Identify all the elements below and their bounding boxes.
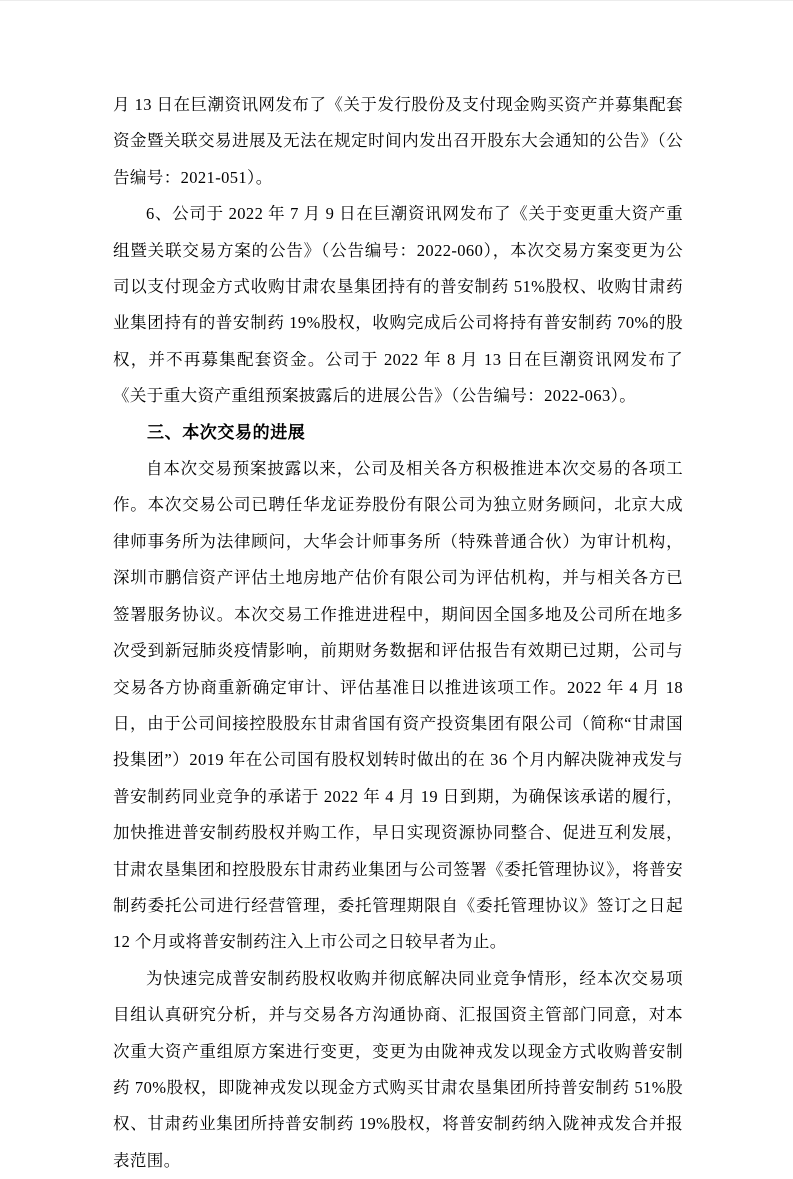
section-heading-transaction-progress: 三、本次交易的进展 bbox=[147, 422, 306, 442]
document-body bbox=[113, 87, 683, 1179]
paragraph-continuation: 月 13 日在巨潮资讯网发布了《关于发行股份及支付现金购买资产并募集配套资金暨关联交易进展及无法在规定时间内发出召开股东大会通知的公告》（公告编号：2021-051）。 bbox=[113, 95, 683, 187]
paragraph-item-6: 6、公司于 2022 年 7 月 9 日在巨潮资讯网发布了《关于变更重大资产重组暨关联交易方案的公告》（公告编号：2022-060），本次交易方案变更为公司以支付现金方式收购甘肃农垦集团持有的普安制药 51%股权、收购甘肃药业集团持有的普安制药 19%股权，收购完成后公司将持有普安制药 70%的股权，并不再募集配套资金。公司于 2022 年 8 月 13 日在巨潮资讯网发布了《关于重大资产重组预案披露后的进展公告》（公告编号：2022-063）。 bbox=[113, 204, 683, 406]
paragraph-plan-change: 为快速完成普安制药股权收购并彻底解决同业竞争情形，经本次交易项目组认真研究分析，并与交易各方沟通协商、汇报国资主管部门同意，对本次重大资产重组原方案进行变更，变更为由陇神戎发以现金方式收购普安制药 70%股权，即陇神戎发以现金方式购买甘肃农垦集团所持普安制药 51%股权、甘肃药业集团所持普安制药 19%股权，将普安制药纳入陇神戎发合并报表范围。 bbox=[113, 968, 683, 1170]
paragraph-transaction-progress: 自本次交易预案披露以来，公司及相关各方积极推进本次交易的各项工作。本次交易公司已聘任华龙证券股份有限公司为独立财务顾问，北京大成律师事务所为法律顾问，大华会计师事务所（特殊普通合伙）为审计机构，深圳市鹏信资产评估土地房地产估价有限公司为评估机构，并与相关各方已签署服务协议。本次交易工作推进进程中，期间因全国多地及公司所在地多次受到新冠肺炎疫情影响，前期财务数据和评估报告有效期已过期，公司与交易各方协商重新确定审计、评估基准日以推进该项工作。2022 年 4 月 18 日，由于公司间接控股股东甘肃省国有资产投资集团有限公司（简称“甘肃国投集团”）2019 年在公司国有股权划转时做出的在 36 个月内解决陇神戎发与普安制药同业竞争的承诺于 2022 年 4 月 19 日到期，为确保该承诺的履行，加快推进普安制药股权并购工作，早日实现资源协同整合、促进互利发展，甘肃农垦集团和控股股东甘肃药业集团与公司签署《委托管理协议》，将普安制药委托公司进行经营管理，委托管理期限自《委托管理协议》签订之日起 12 个月或将普安制药注入上市公司之日较早者为止。 bbox=[113, 459, 683, 952]
